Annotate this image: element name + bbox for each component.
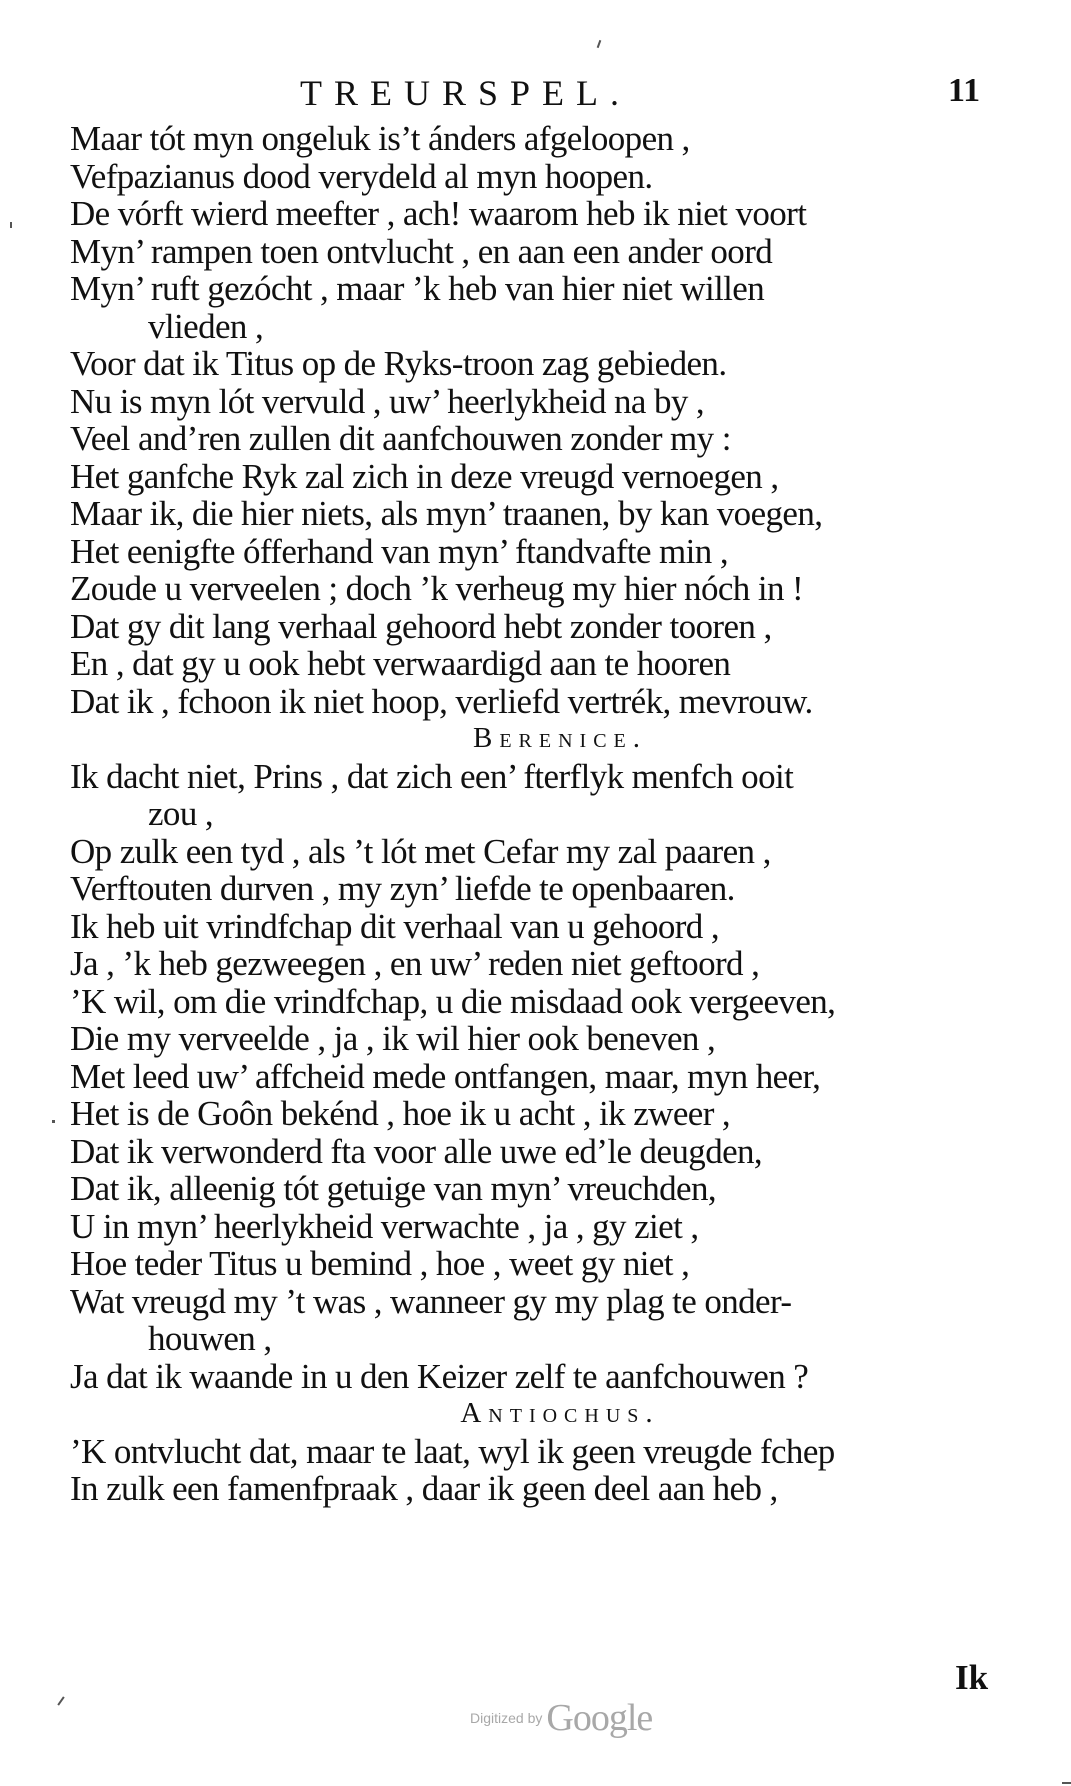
verse-line: Op zulk een tyd , als ’t lót met Cefar my zal paaren , [70, 831, 771, 871]
page-number: 11 [948, 72, 981, 109]
google-logo-text: Google [546, 1697, 653, 1739]
verse-line: Ik dacht niet, Prins , dat zich een’ fterflyk menfch ooit [70, 756, 794, 796]
speaker-heading: Berenice. [472, 722, 648, 754]
verse-line: Het ganfche Ryk zal zich in deze vreugd vernoegen , [70, 456, 779, 496]
scan-speck [1062, 1782, 1071, 1784]
verse-line-continuation: zou , [148, 794, 214, 833]
verse-line: In zulk een famenfpraak , daar ik geen deel aan heb , [70, 1469, 778, 1508]
scan-speck [597, 40, 602, 48]
verse-line: Het is de Goôn bekénd , hoe ik u acht , ik zweer , [70, 1094, 731, 1133]
scan-speck [10, 222, 12, 228]
verse-line: Maar tót myn ongeluk is’t ánders afgeloopen , [70, 119, 690, 158]
catchword: Ik [955, 1658, 989, 1697]
verse-line: Verftouten durven , my zyn’ liefde te openbaaren. [70, 869, 735, 908]
verse-line: Ja , ’k heb gezweegen , en uw’ reden niet geftoord , [70, 944, 760, 983]
verse-line-continuation: vlieden , [148, 306, 264, 346]
scan-speck [52, 1120, 55, 1123]
running-head [0, 72, 1071, 122]
verse-line: Dat ik verwonderd fta voor alle uwe ed’le deugden, [70, 1131, 763, 1171]
verse-line: Met leed uw’ affcheid mede ontfangen, maar, myn heer, [70, 1056, 821, 1096]
watermark-prefix: Digitized by [470, 1710, 543, 1726]
verse-line: Ik heb uit vrindfchap dit verhaal van u gehoord , [70, 906, 719, 946]
verse-line: ’K ontvlucht dat, maar te laat, wyl ik geen vreugde fchep [70, 1431, 835, 1471]
verse-line: Dat gy dit lang verhaal gehoord hebt zonder tooren , [70, 606, 772, 646]
verse-line: En , dat gy u ook hebt verwaardigd aan te hooren [70, 644, 731, 683]
running-title: TREURSPEL. [300, 73, 632, 113]
verse-line: Wat vreugd my ’t was , wanneer gy my plag te onder- [70, 1281, 792, 1321]
verse-line: Myn’ rampen toen ontvlucht , en aan een ander oord [70, 231, 773, 271]
verse-text-block [70, 120, 1010, 1508]
verse-line: Dat ik , fchoon ik niet hoop, verliefd vertrék, mevrouw. [70, 681, 813, 721]
verse-line: Hoe teder Titus u bemind , hoe , weet gy niet , [70, 1244, 690, 1283]
verse-line: Vefpazianus dood verydeld al myn hoopen. [70, 156, 653, 196]
verse-line: Myn’ ruft gezócht , maar ’k heb van hier niet willen [70, 269, 765, 308]
scan-speck [57, 1696, 64, 1705]
verse-line: ’K wil, om die vrindfchap, u die misdaad ook vergeeven, [70, 981, 836, 1021]
verse-line: Maar ik, die hier niets, als myn’ traanen, by kan voegen, [70, 494, 823, 533]
verse-line: Ja dat ik waande in u den Keizer zelf te aanfchouwen ? [70, 1356, 809, 1396]
verse-line: Nu is myn lót vervuld , uw’ heerlykheid na by , [70, 381, 705, 421]
verse-line: Veel and’ren zullen dit aanfchouwen zonder my : [70, 419, 731, 458]
verse-line: Die my verveelde , ja , ik wil hier ook beneven , [70, 1019, 716, 1058]
verse-line: U in myn’ heerlykheid verwachte , ja , gy ziet , [70, 1206, 699, 1246]
verse-line: Dat ik, alleenig tót getuige van myn’ vreuchden, [70, 1169, 717, 1208]
verse-line: Het eenigfte ófferhand van myn’ ftandvafte min , [70, 531, 728, 571]
verse-line: Zoude u verveelen ; doch ’k verheug my hier nóch in ! [70, 569, 804, 608]
digitized-by-google-watermark [470, 1696, 652, 1740]
verse-line-continuation: houwen , [148, 1319, 272, 1358]
speaker-heading: Antiochus. [460, 1397, 660, 1429]
verse-line: Voor dat ik Titus op de Ryks-troon zag gebieden. [70, 344, 727, 383]
verse-line: De vórft wierd meefter , ach! waarom heb ik niet voort [70, 194, 807, 233]
